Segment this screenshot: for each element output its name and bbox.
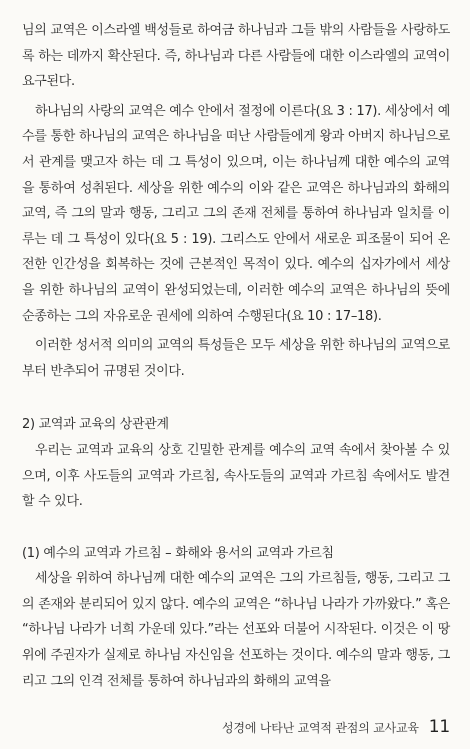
page-footer xyxy=(222,717,450,737)
paragraph-jesus-ministry: 하나님의 사랑의 교역은 예수 안에서 절정에 이른다(요 3 : 17). 세상에서 예수를 통한 하나님의 교역은 하나님을 떠난 사람들에게 왕과 아버지 하나님으로서 관계를 맺고자 하는 데 그 특성이 있으며, 이는 하나님께 대한 예수의 교역을 통하여 성취된다. 세상을 위한 예수의 이와 같은 교역은 하나님과의 화해의 교역, 즉 그의 말과 행동, 그리고 그의 존재 전체를 통하여 하나님과 일치를 이루는 데 그 특성이 있다(요 5 : 19). 그리스도 안에서 새로운 피조물이 되어 온전한 인간성을 회복하는 것에 근본적인 목적이 있다. 예수의 십자가에서 세상을 위한 하나님의 교역이 완성되었는데, 이러한 예수의 교역은 하나님의 뜻에 순종하는 그의 자유로운 권세에 의하여 수행된다(요 10 : 17–18). xyxy=(22,103,450,324)
section-heading: 2) 교역과 교육의 상관관계 xyxy=(22,417,169,433)
page-body xyxy=(22,18,450,694)
running-title: 성경에 나타난 교역적 관점의 교사교육 xyxy=(222,721,419,735)
paragraph-summary: 이러한 성서적 의미의 교역의 특성들은 모두 세상을 위한 하나님의 교역으로부터 반추되어 규명된 것이다. xyxy=(22,338,450,379)
paragraph-continuation: 님의 교역은 이스라엘 백성들로 하여금 하나님과 그들 밖의 사람들을 사랑하도록 하는 데까지 확산된다. 즉, 하나님과 다른 사람들에 대한 이스라엘의 교역이 요구된다. xyxy=(22,23,450,90)
subsection-paragraph: 세상을 위하여 하나님께 대한 예수의 교역은 그의 가르침들, 행동, 그리고 그의 존재와 분리되어 있지 않다. 예수의 교역은 “하나님 나라가 가까왔다.” 혹은 “하나님 나라가 너희 가운데 있다.”라는 선포와 더불어 시작된다. 이것은 이 땅 위에 주권자가 실제로 하나님 자신임을 선포하는 것이다. 예수의 말과 행동, 그리고 그의 인격 전체를 통하여 하나님과의 화해의 교역을 xyxy=(22,571,450,689)
section-paragraph: 우리는 교역과 교육의 상호 긴밀한 관계를 예수의 교역 속에서 찾아볼 수 있으며, 이후 사도들의 교역과 가르침, 속사도들의 교역과 가르침 속에서도 발견할 수 있다. xyxy=(22,442,450,510)
page-number: 11 xyxy=(428,717,450,737)
subsection-heading: (1) 예수의 교역과 가르침 – 화해와 용서의 교역과 가르침 xyxy=(22,545,334,561)
